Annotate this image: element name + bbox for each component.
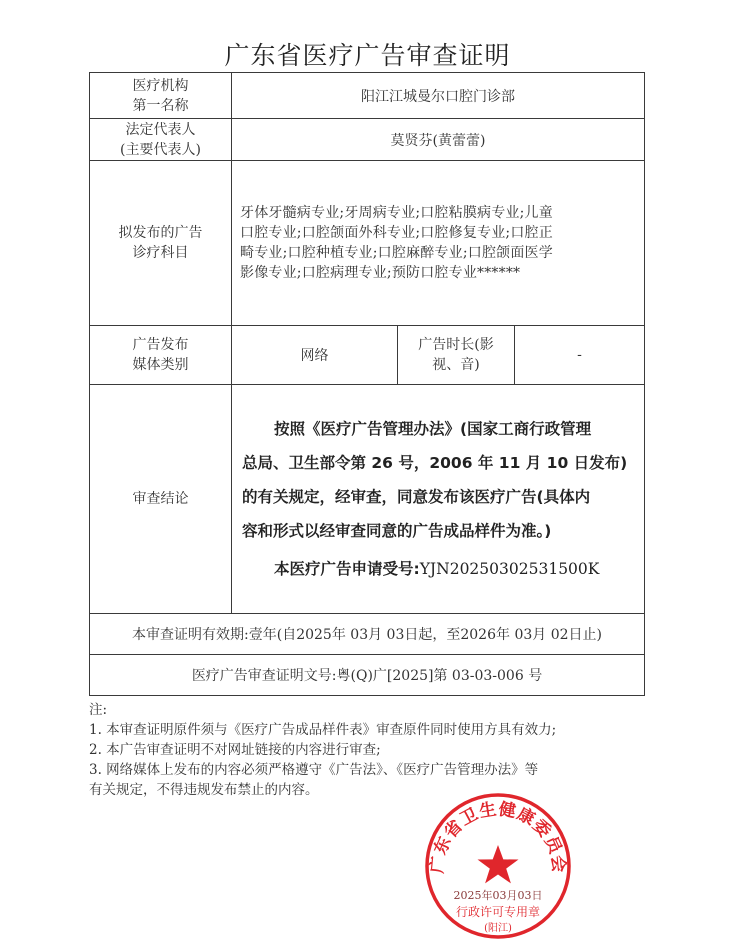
duration-value: - bbox=[515, 326, 645, 385]
subjects-line-2: 口腔专业;口腔颌面外科专业;口腔修复专业;口腔正 bbox=[240, 225, 553, 241]
conclusion-row bbox=[90, 385, 645, 614]
org-label-line1: 医疗机构 bbox=[132, 77, 189, 94]
org-value: 阳江江城曼尔口腔门诊部 bbox=[232, 73, 645, 119]
rep-label-line1: 法定代表人 bbox=[125, 121, 196, 138]
seal-purpose: 行政许可专用章 bbox=[455, 905, 541, 919]
subjects-label-line2: 诊疗科目 bbox=[132, 245, 189, 261]
rep-row bbox=[90, 119, 645, 161]
validity-text: 本审查证明有效期:壹年(自2025年 03月 03日起，至2026年 03月 02日止) bbox=[90, 614, 645, 655]
notes-heading: 注: bbox=[89, 702, 108, 718]
conclusion-label: 审查结论 bbox=[90, 385, 232, 614]
certificate-table bbox=[89, 72, 645, 696]
media-value: 网络 bbox=[232, 326, 398, 385]
conclusion-line-3: 的有关规定，经审查，同意发布该医疗广告(具体内 bbox=[242, 488, 591, 506]
conclusion-text bbox=[232, 385, 645, 614]
subjects-label bbox=[90, 161, 232, 326]
application-label: 本医疗广告申请受号: bbox=[274, 560, 420, 578]
org-label-line2: 第一名称 bbox=[132, 97, 189, 114]
duration-label-line2: 视、音) bbox=[432, 357, 480, 373]
note-2: 2. 本广告审查证明不对网址链接的内容进行审查; bbox=[89, 742, 381, 758]
application-no-value: YJN20250302531500K bbox=[419, 560, 600, 578]
validity-row bbox=[90, 614, 645, 655]
conclusion-line-4: 容和形式以经审查同意的广告成品样件为准。) bbox=[242, 522, 552, 540]
conclusion-line-1: 按照《医疗广告管理办法》(国家工商行政管理 bbox=[274, 420, 592, 438]
seal-star-icon bbox=[478, 845, 519, 883]
rep-label-line2: (主要代表人) bbox=[120, 141, 201, 158]
duration-label bbox=[398, 326, 515, 385]
subjects-row bbox=[90, 161, 645, 326]
conclusion-line-2: 总局、卫生部令第 26 号，2006 年 11 月 10 日发布) bbox=[242, 454, 628, 472]
media-label-line2: 媒体类别 bbox=[132, 357, 189, 373]
subjects-label-line1: 拟发布的广告 bbox=[118, 225, 203, 241]
rep-label bbox=[90, 119, 232, 161]
org-row bbox=[90, 73, 645, 119]
rep-value: 莫贤芬(黄蕾蕾) bbox=[232, 119, 645, 161]
duration-label-line1: 广告时长(影 bbox=[418, 337, 494, 353]
media-row bbox=[90, 326, 645, 385]
note-3-continued: 有关规定，不得违规发布禁止的内容。 bbox=[89, 782, 319, 798]
subjects-line-3: 畸专业;口腔种植专业;口腔麻醉专业;口腔颌面医学 bbox=[240, 245, 553, 261]
notes-section bbox=[89, 700, 669, 800]
certificate-number: 医疗广告审查证明文号:粤(Q)广[2025]第 03-03-006 号 bbox=[90, 655, 645, 696]
media-label-line1: 广告发布 bbox=[132, 337, 189, 353]
subjects-line-4: 影像专业;口腔病理专业;预防口腔专业****** bbox=[240, 265, 521, 281]
subjects-line-1: 牙体牙髓病专业;牙周病专业;口腔粘膜病专业;儿童 bbox=[240, 205, 553, 221]
note-1: 1. 本审查证明原件须与《医疗广告成品样件表》审查原件同时使用方具有效力; bbox=[89, 722, 557, 738]
application-number bbox=[242, 552, 640, 586]
cert-no-row bbox=[90, 655, 645, 696]
media-label bbox=[90, 326, 232, 385]
seal-org-text: 广东省卫生健康委员会 bbox=[427, 799, 569, 875]
seal-date: 2025年03月03日 bbox=[453, 889, 543, 902]
document-title: 广东省医疗广告审查证明 bbox=[224, 41, 511, 70]
subjects-value bbox=[232, 161, 645, 326]
note-3: 3. 网络媒体上发布的内容必须严格遵守《广告法》、《医疗广告管理办法》等 bbox=[89, 762, 539, 778]
seal-place: (阳江) bbox=[484, 923, 512, 934]
org-label bbox=[90, 73, 232, 119]
official-seal bbox=[423, 791, 573, 941]
